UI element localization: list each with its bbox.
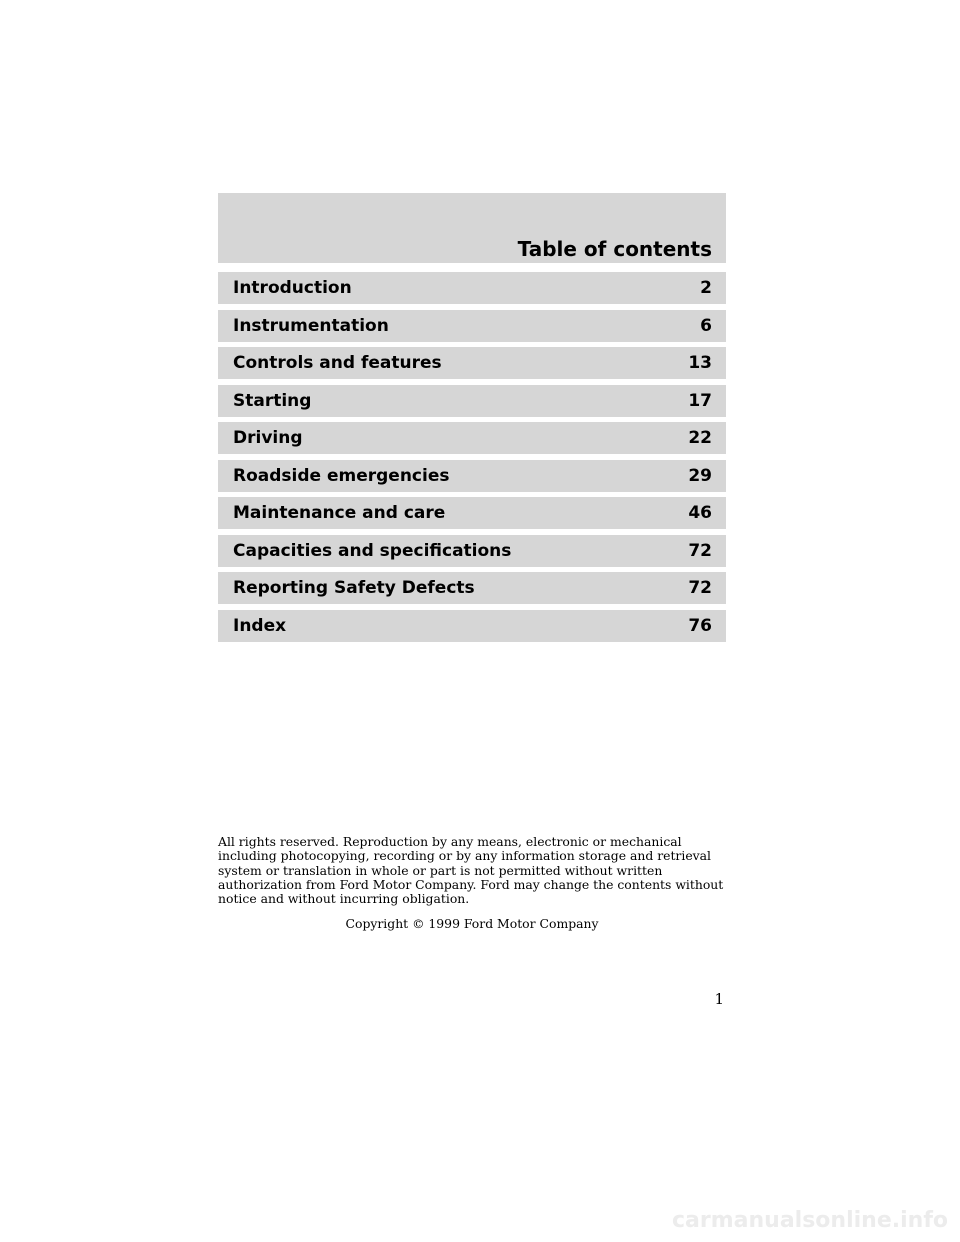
rights-line: system or translation in whole or part is not permitted without written bbox=[218, 862, 663, 878]
toc-header bbox=[218, 193, 726, 263]
toc-item-label: Instrumentation bbox=[233, 315, 389, 336]
toc-item-label: Roadside emergencies bbox=[233, 465, 450, 486]
toc-item-page: 76 bbox=[688, 615, 712, 636]
toc-item-maintenance-and-care[interactable] bbox=[218, 497, 726, 529]
toc-item-label: Driving bbox=[233, 428, 303, 448]
toc-list bbox=[218, 272, 726, 647]
page-title: Table of contents bbox=[517, 237, 712, 261]
rights-line: notice and without incurring obligation. bbox=[218, 891, 470, 907]
page-number: 1 bbox=[714, 990, 724, 1008]
toc-item-introduction[interactable] bbox=[218, 272, 726, 304]
toc-item-label: Reporting Safety Defects bbox=[233, 578, 475, 598]
toc-item-page: 13 bbox=[688, 353, 712, 373]
toc-item-page: 72 bbox=[688, 540, 712, 561]
toc-item-label: Index bbox=[233, 615, 287, 636]
watermark-site: carmanualsonline.info bbox=[672, 1208, 948, 1233]
rights-notice bbox=[218, 835, 726, 906]
toc-item-page: 6 bbox=[700, 315, 712, 336]
rights-line: authorization from Ford Motor Company. Ford may change the contents without bbox=[218, 876, 724, 892]
toc-item-instrumentation[interactable] bbox=[218, 310, 726, 342]
toc-item-controls-and-features[interactable] bbox=[218, 347, 726, 379]
toc-item-page: 72 bbox=[688, 578, 712, 598]
toc-item-page: 22 bbox=[688, 428, 712, 448]
toc-item-page: 17 bbox=[688, 390, 712, 411]
toc-item-label: Controls and features bbox=[233, 353, 442, 373]
toc-item-roadside-emergencies[interactable] bbox=[218, 460, 726, 492]
rights-line: All rights reserved. Reproduction by any means, electronic or mechanical bbox=[218, 834, 682, 849]
toc-item-index[interactable] bbox=[218, 610, 726, 642]
toc-item-label: Capacities and specifications bbox=[233, 540, 512, 561]
toc-item-page: 46 bbox=[688, 503, 712, 523]
toc-item-reporting-safety-defects[interactable] bbox=[218, 572, 726, 604]
toc-item-starting[interactable] bbox=[218, 385, 726, 417]
toc-item-page: 29 bbox=[688, 465, 712, 486]
toc-item-page: 2 bbox=[700, 278, 712, 298]
toc-item-label: Maintenance and care bbox=[233, 503, 446, 523]
rights-line: including photocopying, recording or by any information storage and retrieval bbox=[218, 848, 712, 864]
toc-item-label: Introduction bbox=[233, 278, 352, 298]
toc-item-driving[interactable] bbox=[218, 422, 726, 454]
toc-item-label: Starting bbox=[233, 390, 312, 411]
copyright-notice: Copyright © 1999 Ford Motor Company bbox=[345, 916, 599, 931]
toc-item-capacities-and-specifications[interactable] bbox=[218, 535, 726, 567]
